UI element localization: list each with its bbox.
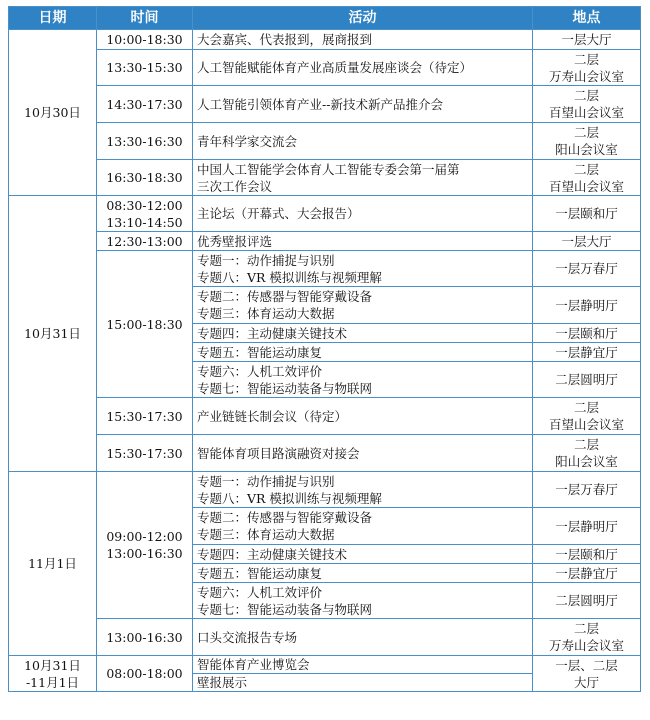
header-row [9,7,641,30]
location-floor: 二层 [573,161,599,177]
location-floor: 二层 [573,51,599,67]
topic-line: 专题一：动作捕捉与识别 [197,473,335,489]
date-cell [9,656,97,692]
time-cell: 15:00-18:30 [97,251,193,398]
location-room: 百望山会议室 [548,105,624,120]
location-cell: 一层静宜厅 [533,343,641,362]
table-row [9,251,641,287]
location-cell: 一层大厅 [533,30,641,50]
header-time: 时间 [97,7,193,30]
location-cell [533,86,641,123]
location-room: 大厅 [573,674,599,690]
location-cell: 一层万春厅 [533,472,641,508]
activity-cell [193,287,533,324]
date-cell: 10月30日 [9,30,97,196]
topic-line: 专题六：人机工效评价 [197,363,323,379]
time-cell: 13:00-16:30 [97,619,193,656]
activity-cell [193,508,533,545]
activity-cell: 青年科学家交流会 [193,123,533,160]
activity-cell: 智能体育项目路演融资对接会 [193,435,533,472]
topic-line: 专题二：传感器与智能穿戴设备 [197,510,373,525]
location-cell: 二层圆明厅 [533,362,641,398]
time-cell: 13:30-16:30 [97,123,193,160]
activity-cell: 口头交流报告专场 [193,619,533,656]
location-cell: 一层万春厅 [533,251,641,287]
table-row [9,398,641,435]
activity-cell: 优秀壁报评选 [193,232,533,251]
activity-cell [193,583,533,619]
date-line: -11月1日 [25,674,80,690]
activity-cell: 人工智能引领体育产业--新技术新产品推介会 [193,86,533,123]
time-line: 09:00-12:00 [106,529,183,544]
activity-cell: 人工智能赋能体育产业高质量发展座谈会（待定） [193,50,533,86]
location-cell [533,398,641,435]
location-floor: 二层 [573,400,599,415]
table-row [9,435,641,472]
time-cell [97,472,193,619]
table-row [9,656,641,674]
table-row [9,50,641,86]
header-location: 地点 [533,7,641,30]
activity-cell: 专题四：主动健康关键技术 [193,324,533,343]
table-row [9,30,641,50]
activity-cell [193,362,533,398]
topic-line: 专题七：智能运动装备与物联网 [197,601,373,617]
activity-line: 中国人工智能学会体育人工智能专委会第一届第 [197,161,460,177]
location-cell [533,160,641,196]
date-line: 10月31日 [24,657,81,673]
location-cell: 一层大厅 [533,232,641,251]
location-floor: 二层 [573,437,599,452]
header-activity: 活动 [193,7,533,30]
location-room: 阳山会议室 [555,454,618,469]
time-cell: 15:30-17:30 [97,435,193,472]
location-cell [533,435,641,472]
location-cell [533,619,641,656]
activity-cell: 专题五：智能运动康复 [193,564,533,583]
date-cell: 10月31日 [9,196,97,472]
topic-line: 专题七：智能运动装备与物联网 [197,380,373,396]
time-cell: 10:00-18:30 [97,30,193,50]
time-cell: 14:30-17:30 [97,86,193,123]
table-row [9,160,641,196]
activity-cell: 壁报展示 [193,674,533,692]
header-date: 日期 [9,7,97,30]
activity-cell: 智能体育产业博览会 [193,656,533,674]
location-cell: 一层静明厅 [533,508,641,545]
location-cell [533,50,641,86]
time-cell: 15:30-17:30 [97,398,193,435]
location-floor: 二层 [573,621,599,636]
location-cell [533,123,641,160]
location-cell [533,656,641,692]
time-cell: 13:30-15:30 [97,50,193,86]
location-room: 万寿山会议室 [548,638,624,653]
topic-line: 专题三：体育运动大数据 [197,527,335,542]
table-row [9,619,641,656]
location-cell: 一层静明厅 [533,287,641,324]
schedule-table [8,6,641,692]
activity-cell: 专题五：智能运动康复 [193,343,533,362]
table-row [9,123,641,160]
location-cell: 一层颐和厅 [533,196,641,232]
table-row [9,472,641,508]
time-cell: 12:30-13:00 [97,232,193,251]
location-room: 百望山会议室 [548,178,624,194]
activity-cell: 产业链链长制会议（待定） [193,398,533,435]
topic-line: 专题一：动作捕捉与识别 [197,252,335,268]
activity-cell [193,472,533,508]
activity-cell: 主论坛（开幕式、大会报告） [193,196,533,232]
topic-line: 专题八：VR 模拟训练与视频理解 [197,269,382,285]
activity-cell: 大会嘉宾、代表报到，展商报到 [193,30,533,50]
table-row [9,232,641,251]
topic-line: 专题六：人机工效评价 [197,584,323,600]
topic-line: 专题三：体育运动大数据 [197,306,335,321]
time-cell [97,196,193,232]
location-floor: 二层 [573,125,599,140]
time-line: 08:30-12:00 [106,197,183,213]
location-cell: 一层颐和厅 [533,324,641,343]
time-cell: 08:00-18:00 [97,656,193,692]
location-floor: 二层 [573,88,599,103]
location-cell: 一层颐和厅 [533,545,641,564]
activity-line: 三次工作会议 [197,178,273,194]
activity-cell: 专题四：主动健康关键技术 [193,545,533,564]
location-cell: 一层静宜厅 [533,564,641,583]
location-room: 万寿山会议室 [548,68,624,84]
date-cell: 11月1日 [9,472,97,656]
location-room: 阳山会议室 [555,142,618,157]
location-floor: 一层、二层 [555,657,618,673]
activity-cell [193,251,533,287]
table-row [9,196,641,232]
location-cell: 二层圆明厅 [533,583,641,619]
topic-line: 专题二：传感器与智能穿戴设备 [197,289,373,304]
topic-line: 专题八：VR 模拟训练与视频理解 [197,490,382,506]
activity-cell [193,160,533,196]
table-row [9,86,641,123]
time-cell: 16:30-18:30 [97,160,193,196]
location-room: 百望山会议室 [548,417,624,432]
time-line: 13:10-14:50 [106,214,183,230]
time-line: 13:00-16:30 [106,546,183,561]
